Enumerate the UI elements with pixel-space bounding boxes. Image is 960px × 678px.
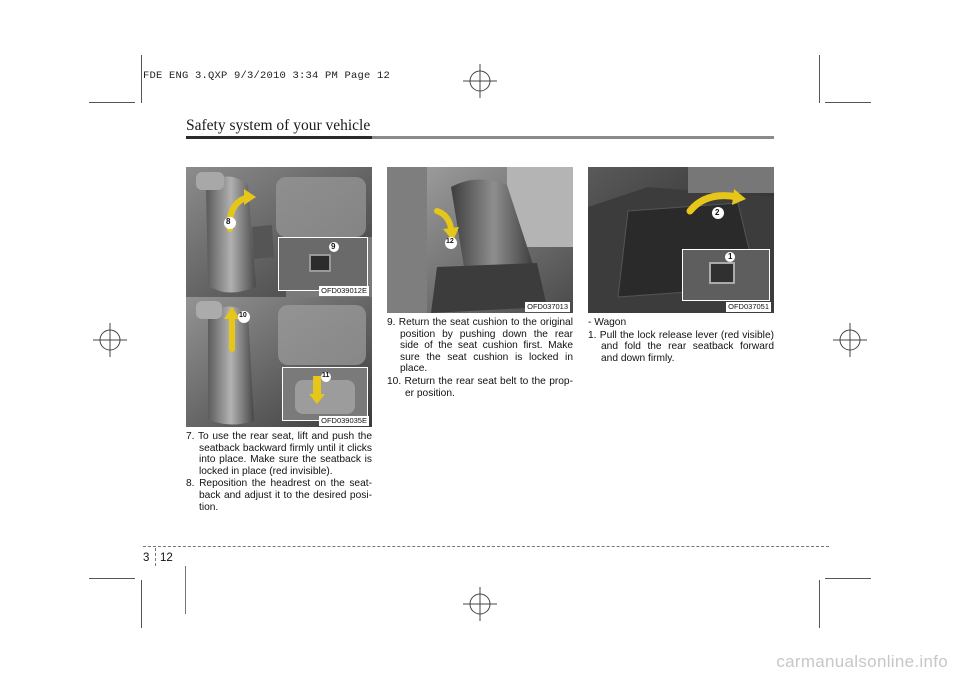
inset-cushion-detail	[282, 367, 368, 421]
figure-wagon-seatback	[588, 167, 774, 313]
figure-code: OFD037051	[728, 302, 769, 311]
callout-2: 2	[715, 208, 720, 217]
section-title: Safety system of your vehicle	[186, 117, 371, 134]
text-column-1	[186, 431, 372, 514]
figure-code: OFD039012E	[321, 286, 367, 295]
footer-rule	[143, 546, 829, 547]
callout-12: 12	[446, 238, 454, 245]
watermark: carmanualsonline.info	[776, 652, 948, 671]
callout-1: 1	[728, 252, 733, 261]
inset-lock-detail	[278, 237, 368, 291]
text-column-3	[588, 317, 774, 365]
figure-headrest	[186, 297, 372, 427]
figure-seatback-lift	[186, 167, 372, 297]
print-slug: FDE ENG 3.QXP 9/3/2010 3:34 PM Page 12	[143, 70, 391, 82]
callout-11: 11	[322, 372, 330, 379]
wagon-step-1: 1. Pull the lock release lever (red visible) and fold the rear seatback forward and down firmly.	[588, 329, 774, 364]
section-number: 3	[143, 552, 150, 564]
registration-mark-bottom	[463, 587, 497, 621]
callout-8: 8	[226, 217, 231, 226]
callout-9: 9	[331, 242, 336, 251]
inset-lever-detail	[682, 249, 770, 301]
registration-mark-top	[463, 64, 497, 98]
footer-separator	[155, 548, 156, 566]
step-10: 10. Return the rear seat belt to the prop-er position.	[387, 375, 573, 399]
page-number: 12	[160, 552, 173, 564]
step-7: 7. To use the rear seat, lift and push the seatback backward firmly until it clicks into place. Make sure the seatback is locked in place (red invisible).	[186, 431, 372, 477]
step-8: 8. Reposition the headrest on the seat-back and adjust it to the desired posi-tion.	[186, 478, 372, 513]
text-column-2	[387, 317, 573, 400]
figure-seat-cushion	[387, 167, 573, 313]
step-9: 9. Return the seat cushion to the original position by pushing down the rear side of the seat cushion first. Make sure the seat cushion is locked in place.	[387, 317, 573, 375]
wagon-heading: - Wagon	[588, 317, 627, 328]
registration-mark-right	[833, 323, 867, 357]
registration-mark-left	[93, 323, 127, 357]
header-rule-accent	[186, 136, 372, 139]
figure-code: OFD037013	[527, 302, 568, 311]
callout-10: 10	[239, 312, 247, 319]
figure-code: OFD039035E	[321, 416, 367, 425]
